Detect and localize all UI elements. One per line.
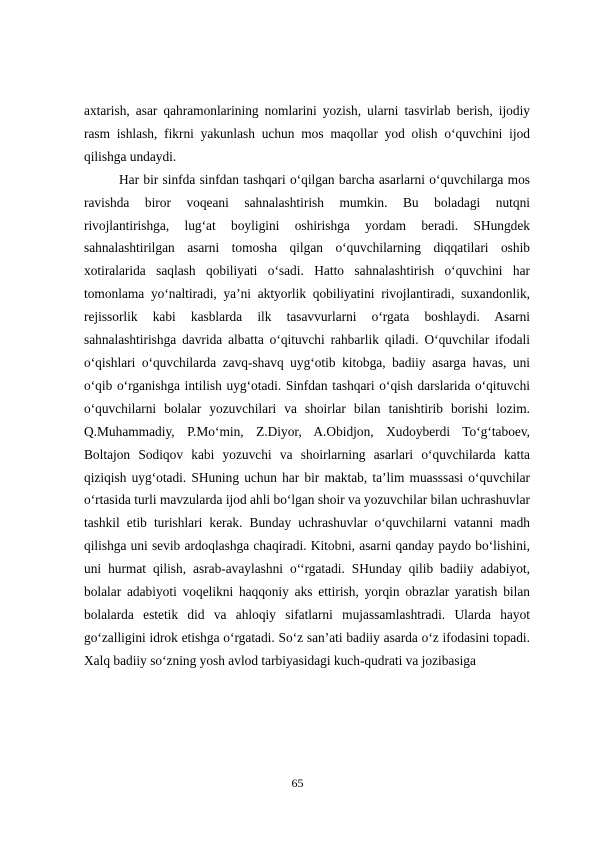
page-body	[84, 100, 530, 673]
paragraph-main: Har bir sinfda sinfdan tashqari o‘qilgan barcha asarlarni o‘quvchilarga mos ravishda biror voqeani sahnalashtirish mumkin. Bu boladagi nutqni rivojlantirishga, lug‘at boyligini oshirishga yordam beradi. SHungdek sahnalashtirilgan asarni tomosha qilgan o‘quvchilarning diqqatilari oshib xotiralarida saqlash qobiliyati o‘sadi. Hatto sahnalashtirish o‘quvchini har tomonlama yo‘naltiradi, ya’ni aktyorlik qobiliyatini rivojlantiradi, suxandonlik, rejissorlik kabi kasblarda ilk tasavvurlarni o‘rgata boshlaydi. Asarni sahnalashtirishga davrida albatta o‘qituvchi rahbarlik qiladi. O‘quvchilar ifodali o‘qishlari o‘quvchilarda zavq-shavq uyg‘otib kitobga, badiiy asarga havas, uni o‘qib o‘rganishga intilish uyg‘otadi. Sinfdan tashqari o‘qish darslarida o‘qituvchi o‘quvchilarni bolalar yozuvchilari va shoirlar bilan tanishtirib borishi lozim. Q.Muhammadiy, P.Mo‘min, Z.Diyor, A.Obidjon, Xudoyberdi To‘g‘taboev, Boltajon Sodiqov kabi yozuvchi va shoirlarning asarlari o‘quvchilarda katta qiziqish uyg‘otadi. SHuning uchun har bir maktab, ta’lim muasssasi o‘quvchilar o‘rtasida turli mavzularda ijod ahli bo‘lgan shoir va yozuvchilar bilan uchrashuvlar tashkil etib turishlari kerak. Bunday uchrashuvlar o‘quvchilarni vatanni madh qilishga uni sevib ardoqlashga chaqiradi. Kitobni, asarni qanday paydo bo‘lishini, uni hurmat qilish, asrab-avaylashni o‘‘rgatadi. SHunday qilib badiiy adabiyot, bolalar adabiyoti voqelikni haqqoniy aks ettirish, yorqin obrazlar yaratish bilan bolalarda estetik did va ahloqiy sifatlarni mujassamlashtradi. Ularda hayot go‘zalligini idrok etishga o‘rgatadi. So‘z san’ati badiiy asarda o‘z ifodasini topadi. Xalq badiiy so‘zning yosh avlod tarbiyasidagi kuch-qudrati va jozibasiga	[84, 171, 530, 668]
page-number: 65	[291, 776, 304, 790]
paragraph-continuation: axtarish, asar qahramonlarining nomlarini yozish, ularni tasvirlab berish, ijodiy rasm ishlash, fikrni yakunlash uchun mos maqollar yod olish o‘quvchini ijod qilishga undaydi.	[84, 103, 530, 164]
